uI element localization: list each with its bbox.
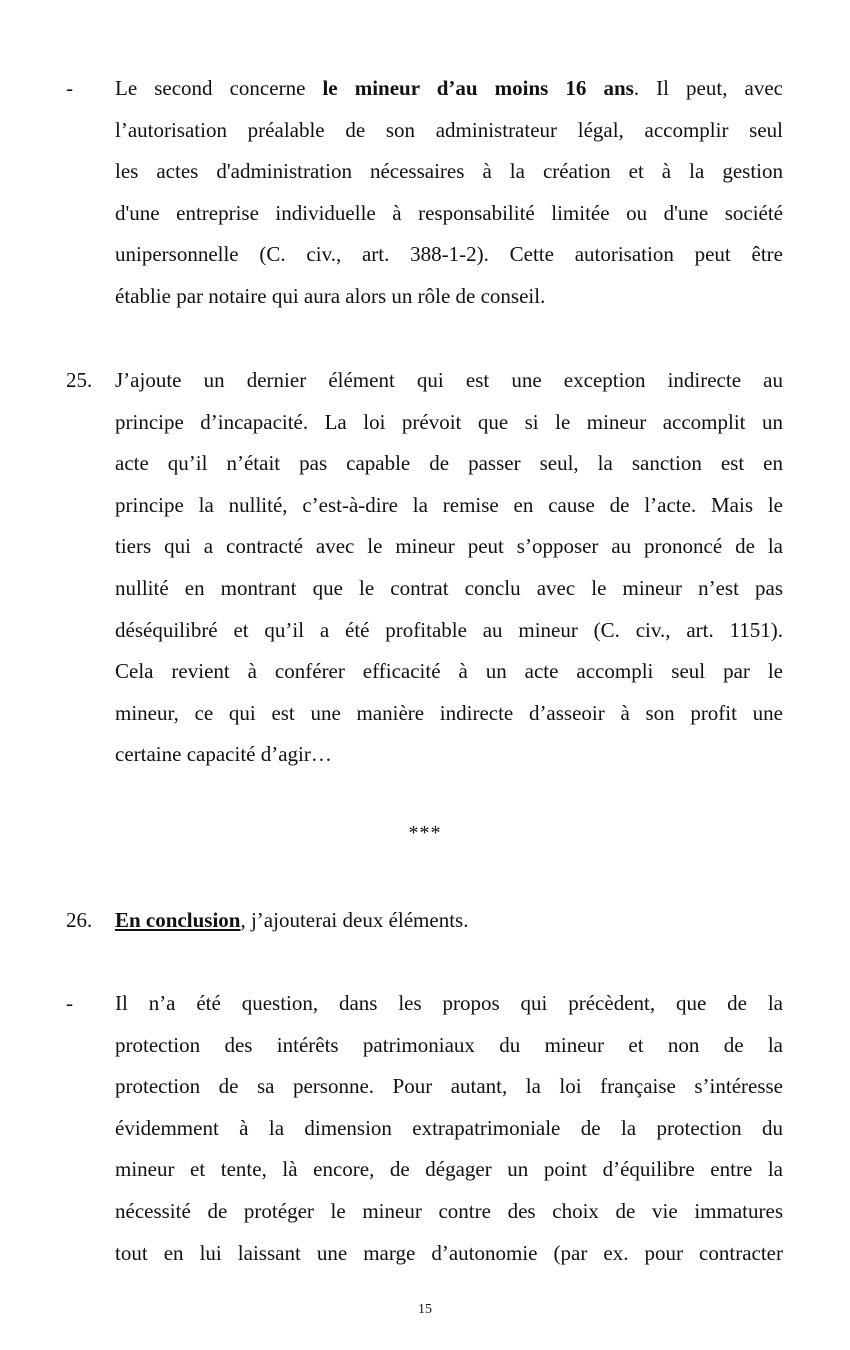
paragraph-text bbox=[115, 983, 783, 1274]
paragraph-line: Cela revient à conférer efficacité à un acte accompli seul par le bbox=[115, 659, 783, 684]
paragraph-line: acte qu’il n’était pas capable de passer seul, la sanction est en bbox=[115, 451, 783, 476]
paragraph-number: 26. bbox=[66, 908, 93, 932]
section-separator: *** bbox=[408, 822, 442, 844]
paragraph-number: 25. bbox=[66, 368, 93, 392]
paragraph-line: tout en lui laissant une marge d’autonomie (par ex. pour contracter bbox=[115, 1240, 783, 1265]
bullet-dash: - bbox=[66, 76, 73, 100]
paragraph-line: d'une entreprise individuelle à responsabilité limitée ou d'une société bbox=[115, 200, 783, 225]
paragraph-line: principe d’incapacité. La loi prévoit que si le mineur accomplit un bbox=[115, 409, 783, 434]
paragraph-line bbox=[115, 68, 783, 110]
paragraph-line: Il n’a été question, dans les propos qui précèdent, que de la bbox=[115, 991, 783, 1015]
paragraph-line: mineur, ce qui est une manière indirecte d’asseoir à son profit une bbox=[115, 700, 783, 725]
paragraph-text bbox=[115, 68, 783, 318]
paragraph-text bbox=[115, 900, 783, 942]
paragraph-line: protection des intérêts patrimoniaux du mineur et non de la bbox=[115, 1032, 783, 1057]
text-run: Le second concerne bbox=[115, 76, 323, 100]
page-number: 15 bbox=[418, 1302, 432, 1317]
paragraph-line: unipersonnelle (C. civ., art. 388-1-2). Cette autorisation peut être bbox=[115, 242, 783, 267]
paragraph-line: déséquilibré et qu’il a été profitable au mineur (C. civ., art. 1151). bbox=[115, 617, 783, 642]
paragraph-line: les actes d'administration nécessaires à la création et à la gestion bbox=[115, 159, 783, 184]
text-run: , j’ajouterai deux éléments. bbox=[240, 908, 469, 932]
bold-phrase: le mineur d’au moins 16 ans bbox=[322, 76, 634, 100]
paragraph-text bbox=[115, 360, 783, 776]
paragraph-line bbox=[115, 900, 783, 942]
paragraph-line: nécessité de protéger le mineur contre des choix de vie immatures bbox=[115, 1198, 783, 1223]
paragraph-line: principe la nullité, c’est-à-dire la remise en cause de l’acte. Mais le bbox=[115, 492, 783, 517]
paragraph-line: certaine capacité d’agir… bbox=[115, 742, 332, 767]
paragraph-line: évidemment à la dimension extrapatrimoniale de la protection du bbox=[115, 1115, 783, 1140]
paragraph-line: J’ajoute un dernier élément qui est une exception indirecte au bbox=[115, 368, 783, 392]
paragraph-line: l’autorisation préalable de son administrateur légal, accomplir seul bbox=[115, 117, 783, 142]
paragraph-line: tiers qui a contracté avec le mineur peut s’opposer au prononcé de la bbox=[115, 534, 783, 559]
paragraph-line: nullité en montrant que le contrat conclu avec le mineur n’est pas bbox=[115, 575, 783, 600]
conclusion-heading: En conclusion bbox=[115, 908, 241, 932]
paragraph-line: établie par notaire qui aura alors un rôle de conseil. bbox=[115, 283, 546, 308]
bullet-dash: - bbox=[66, 991, 73, 1015]
paragraph-line: protection de sa personne. Pour autant, la loi française s’intéresse bbox=[115, 1074, 783, 1099]
text-run: . Il peut, avec bbox=[633, 76, 783, 100]
paragraph-line: mineur et tente, là encore, de dégager un point d’équilibre entre la bbox=[115, 1157, 783, 1182]
